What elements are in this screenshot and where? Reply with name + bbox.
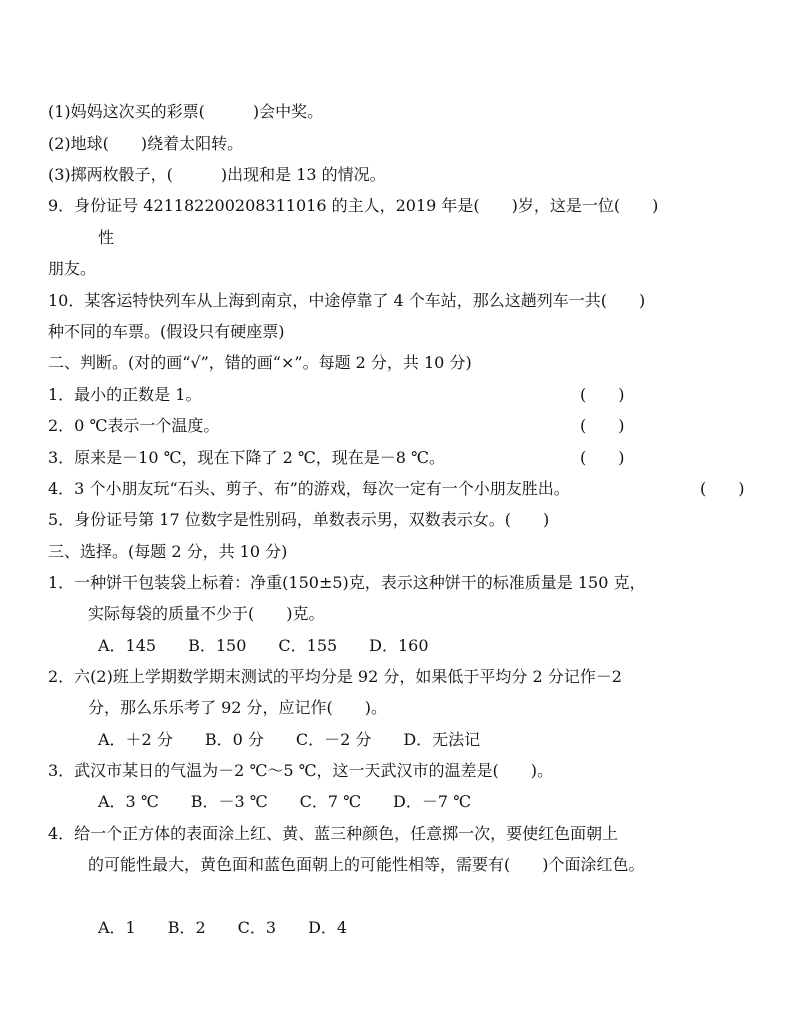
choice-q1-line2: 实际每袋的质量不少于( )克。	[88, 604, 325, 623]
q9-line2: 性	[98, 228, 115, 247]
choice-q1-line1: 1．一种饼干包装袋上标着：净重(150±5)克，表示这种饼干的标准质量是 150 克，	[48, 573, 646, 592]
choice-q3-options: A．3 ℃ B．－3 ℃ C．7 ℃ D．－7 ℃	[98, 792, 472, 811]
choice-q3-line1: 3．武汉市某日的气温为－2 ℃～5 ℃，这一天武汉市的温差是( )。	[48, 761, 553, 780]
q8-sub2: (2)地球( )绕着太阳转。	[48, 134, 244, 153]
part3-heading: 三、选择。(每题 2 分，共 10 分)	[48, 542, 288, 561]
judge-item-2: 2．0 ℃表示一个温度。	[48, 416, 220, 435]
judge-answer-2[interactable]: ( )	[580, 416, 625, 435]
judge-answer-4[interactable]: ( )	[700, 479, 745, 498]
judge-item-4: 4．3 个小朋友玩“石头、剪子、布”的游戏，每次一定有一个小朋友胜出。	[48, 479, 570, 498]
q8-sub1: (1)妈妈这次买的彩票( )会中奖。	[48, 102, 324, 121]
choice-q2-options: A．＋2 分 B．0 分 C．－2 分 D．无法记	[98, 730, 481, 749]
choice-q4-line2: 的可能性最大，黄色面和蓝色面朝上的可能性相等，需要有( )个面涂红色。	[88, 855, 645, 874]
choice-q1-options: A．145 B．150 C．155 D．160	[98, 636, 429, 655]
judge-answer-3[interactable]: ( )	[580, 448, 625, 467]
q10-line2: 种不同的车票。(假设只有硬座票)	[48, 322, 285, 341]
q8-sub3: (3)掷两枚骰子，( )出现和是 13 的情况。	[48, 165, 386, 184]
judge-item-5: 5．身份证号第 17 位数字是性别码，单数表示男，双数表示女。( )	[48, 510, 550, 529]
q9-line1: 9．身份证号 421182200208311016 的主人，2019 年是( )岁，这是一位( )	[48, 196, 659, 215]
judge-answer-1[interactable]: ( )	[580, 385, 625, 404]
q9-line3: 朋友。	[48, 259, 97, 278]
choice-q4-options: A．1 B．2 C．3 D．4	[98, 918, 348, 937]
judge-item-1: 1．最小的正数是 1。	[48, 385, 202, 404]
choice-q2-line1: 2．六(2)班上学期数学期末测试的平均分是 92 分，如果低于平均分 2 分记作－2	[48, 667, 622, 686]
choice-q2-line2: 分，那么乐乐考了 92 分，应记作( )。	[88, 698, 388, 717]
choice-q4-line1: 4．给一个正方体的表面涂上红、黄、蓝三种颜色，任意掷一次，要使红色面朝上	[48, 824, 619, 843]
judge-item-3: 3．原来是－10 ℃，现在下降了 2 ℃，现在是－8 ℃。	[48, 448, 445, 467]
part2-heading: 二、判断。(对的画“√”，错的画“×”。每题 2 分，共 10 分)	[48, 353, 472, 372]
q10-line1: 10．某客运特快列车从上海到南京，中途停靠了 4 个车站，那么这趟列车一共( )	[48, 291, 646, 310]
